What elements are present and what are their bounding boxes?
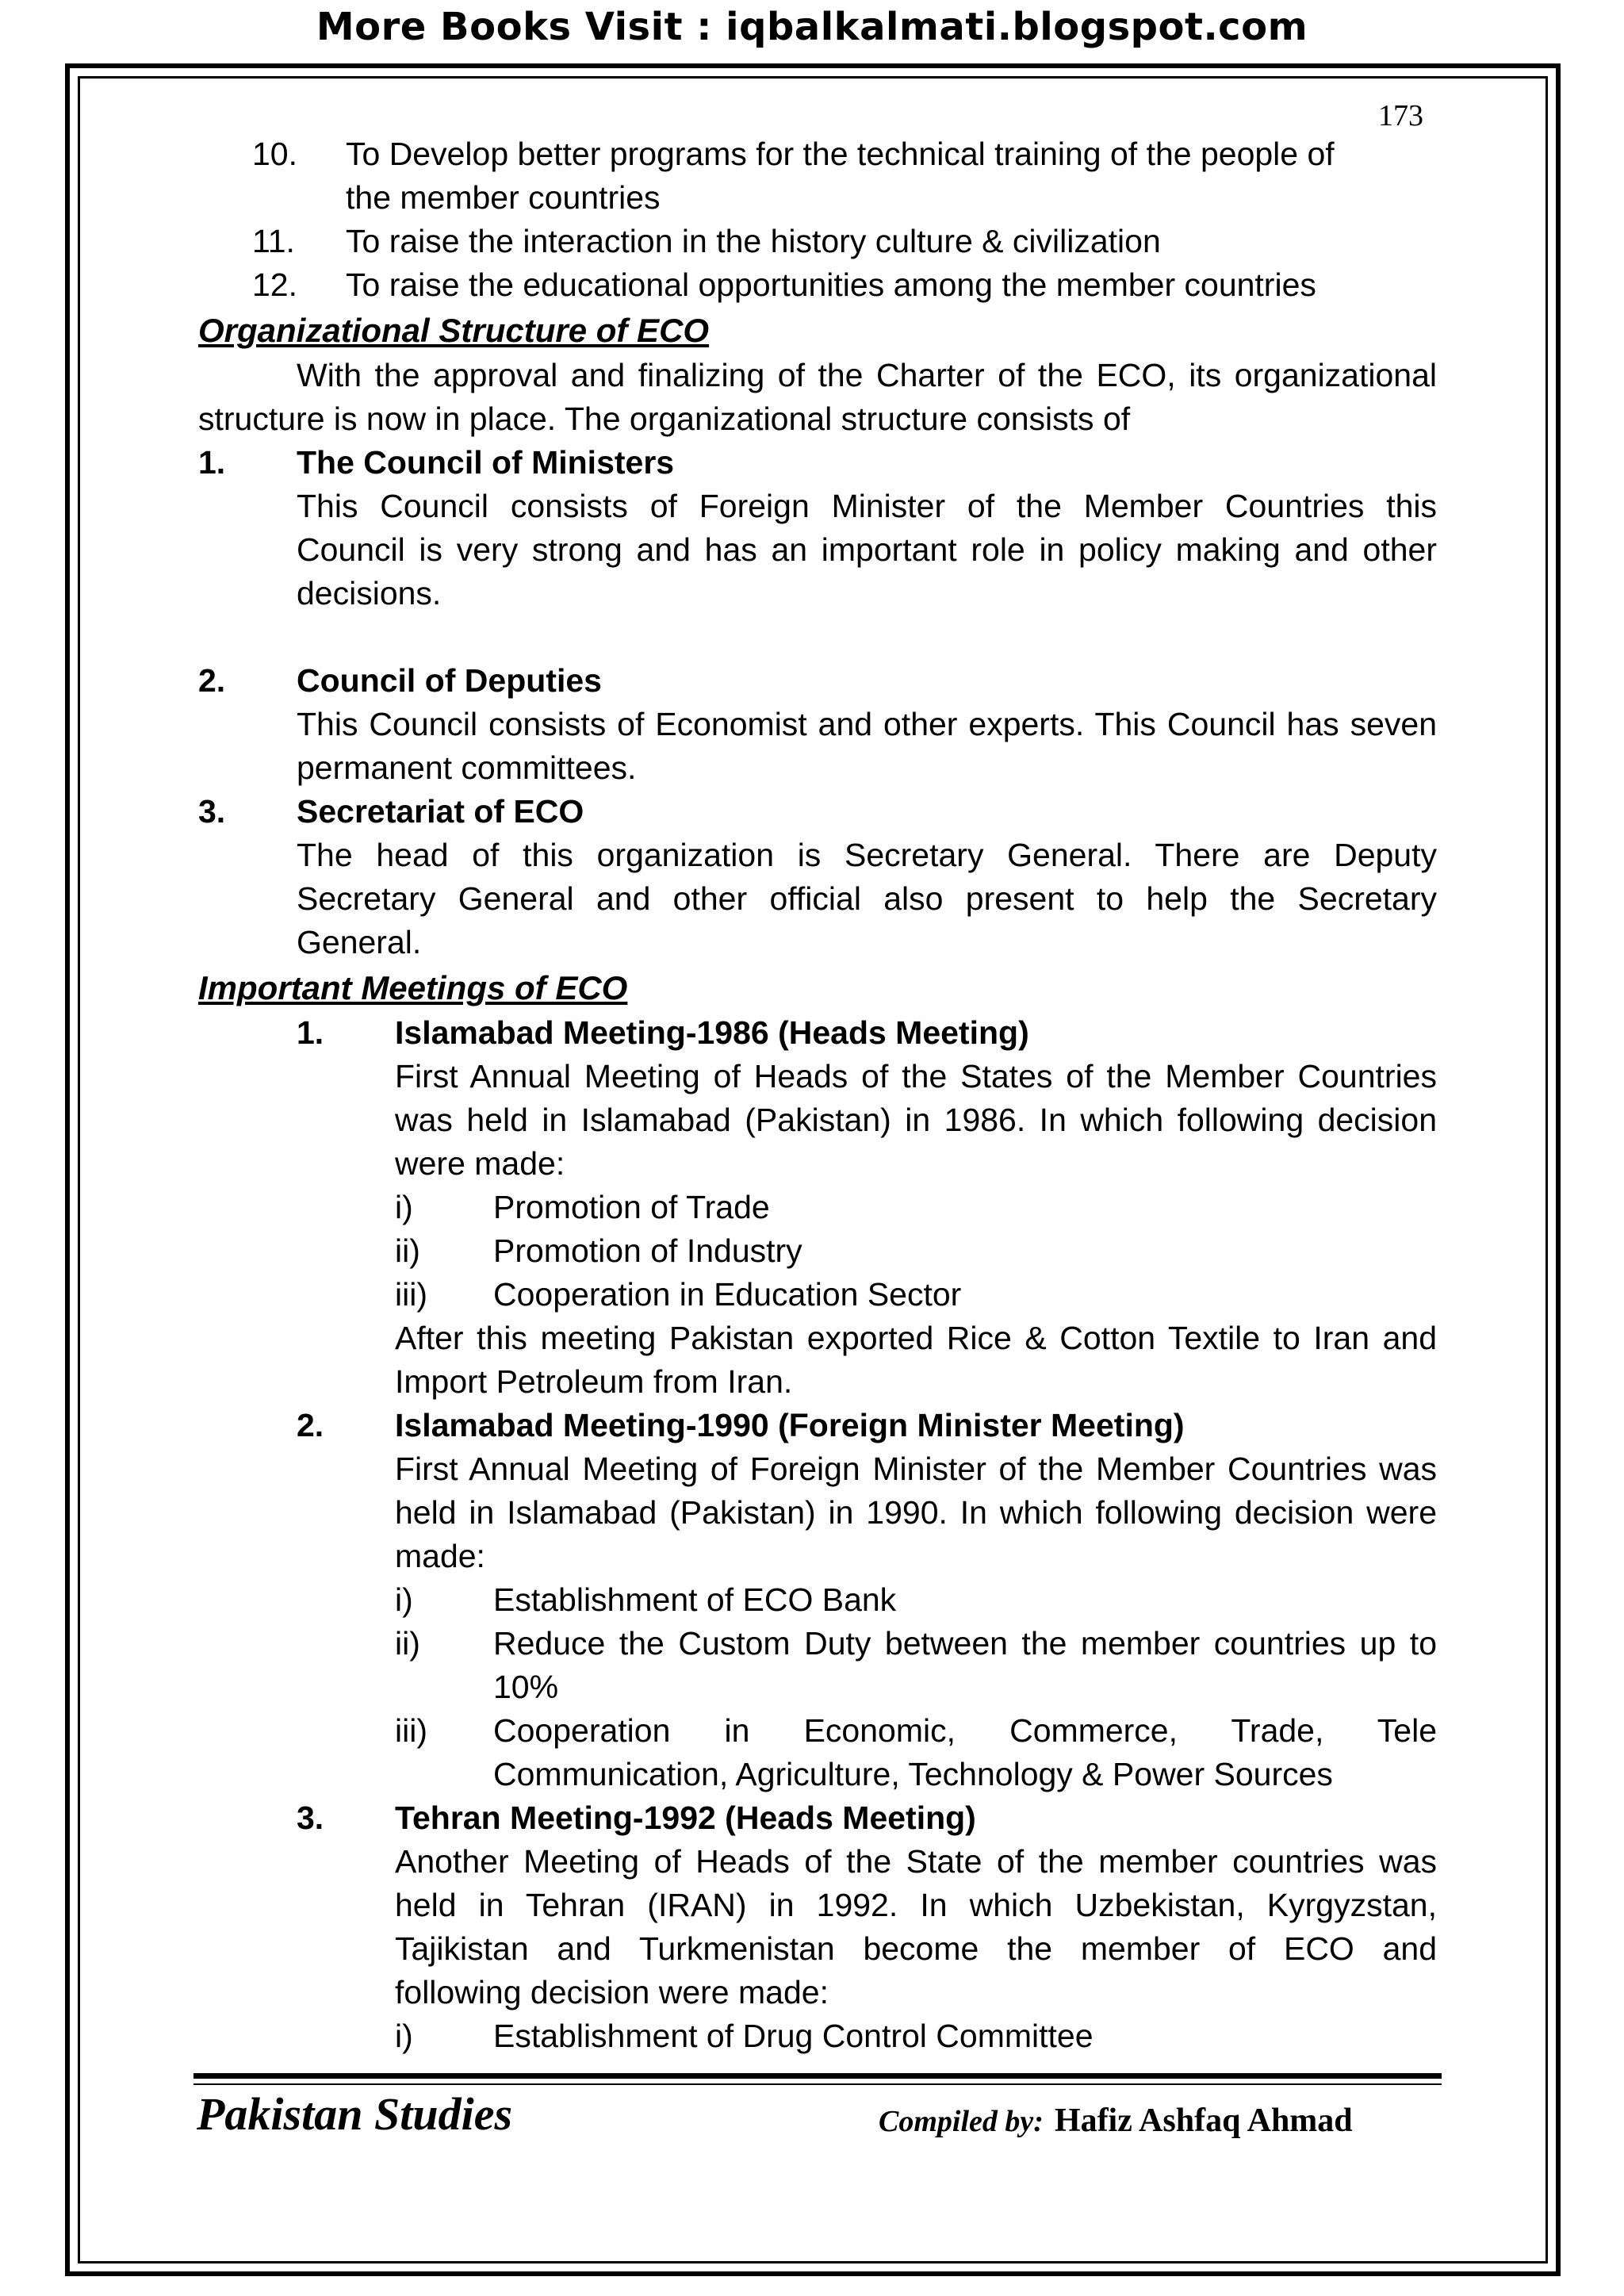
- decision-text: Establishment of Drug Control Committee: [493, 2018, 1094, 2054]
- paragraph-line: With the approval and finalizing of the Charter of the ECO, its organizational: [297, 357, 1437, 393]
- objective-text: To raise the educational opportunities among the member countries: [346, 266, 1316, 303]
- decision-number: iii): [395, 1276, 427, 1313]
- decision-text: Communication, Agriculture, Technology & Power Sources: [493, 1756, 1333, 1792]
- meeting-number: 2.: [297, 1407, 324, 1443]
- structure-item-title: The Council of Ministers: [297, 444, 675, 481]
- decision-number: i): [395, 2018, 413, 2054]
- decision-text: Promotion of Trade: [493, 1189, 770, 1225]
- meeting-number: 1.: [297, 1014, 324, 1051]
- decision-number: iii): [395, 1712, 427, 1749]
- paragraph-line: After this meeting Pakistan exported Rice & Cotton Textile to Iran and: [395, 1320, 1437, 1356]
- paragraph-line: First Annual Meeting of Foreign Minister of the Member Countries was: [395, 1451, 1437, 1487]
- decision-number: ii): [395, 1232, 420, 1269]
- paragraph-line: Tajikistan and Turkmenistan become the member of ECO and: [395, 1930, 1437, 1967]
- paragraph-line: This Council consists of Foreign Minister of the Member Countries this: [297, 488, 1437, 524]
- paragraph-line: The head of this organization is Secretary General. There are Deputy: [297, 837, 1437, 873]
- decision-number: ii): [395, 1625, 420, 1662]
- footer-author: Hafiz Ashfaq Ahmad: [1054, 2102, 1353, 2139]
- objective-number: 12.: [252, 266, 297, 303]
- decision-text: Promotion of Industry: [493, 1232, 802, 1269]
- objective-text: the member countries: [346, 179, 661, 216]
- page-number: 173: [1378, 99, 1423, 132]
- section-heading-org-structure: Organizational Structure of ECO: [198, 312, 710, 349]
- footer-rule: [193, 2073, 1442, 2079]
- decision-text: 10%: [493, 1669, 559, 1705]
- decision-text: Cooperation in Economic, Commerce, Trade, Tele: [493, 1712, 1437, 1749]
- website-banner: More Books Visit : iqbalkalmati.blogspot.com: [316, 5, 1308, 49]
- structure-item-title: Secretariat of ECO: [297, 793, 584, 830]
- objective-text: To raise the interaction in the history culture & civilization: [346, 223, 1161, 259]
- paragraph-line: First Annual Meeting of Heads of the States of the Member Countries: [395, 1058, 1437, 1094]
- paragraph-line: decisions.: [297, 575, 442, 611]
- paragraph-line: General.: [297, 924, 422, 960]
- meeting-title: Islamabad Meeting-1990 (Foreign Minister Meeting): [395, 1407, 1185, 1443]
- paragraph-line: This Council consists of Economist and other experts. This Council has seven: [297, 706, 1437, 742]
- section-heading-meetings: Important Meetings of ECO: [198, 969, 628, 1006]
- structure-item-number: 2.: [198, 662, 226, 699]
- paragraph-line: following decision were made:: [395, 1974, 829, 2010]
- decision-number: i): [395, 1189, 413, 1225]
- footer-book-title: Pakistan Studies: [197, 2088, 513, 2140]
- meeting-number: 3.: [297, 1800, 324, 1836]
- structure-item-number: 1.: [198, 444, 226, 481]
- paragraph-line: Another Meeting of Heads of the State of the member countries was: [395, 1843, 1437, 1880]
- structure-item-title: Council of Deputies: [297, 662, 602, 699]
- paragraph-line: was held in Islamabad (Pakistan) in 1986. In which following decision: [395, 1102, 1437, 1138]
- meeting-title: Tehran Meeting-1992 (Heads Meeting): [395, 1800, 976, 1836]
- decision-text: Reduce the Custom Duty between the member countries up to: [493, 1625, 1437, 1662]
- decision-number: i): [395, 1581, 413, 1618]
- objective-number: 11.: [252, 223, 295, 259]
- footer-compiled-label: Compiled by:: [879, 2105, 1044, 2138]
- paragraph-line: made:: [395, 1538, 485, 1574]
- objective-text: To Develop better programs for the technical training of the people of: [346, 136, 1335, 172]
- footer-rule-thin: [193, 2083, 1442, 2085]
- paragraph-line: Import Petroleum from Iran.: [395, 1363, 793, 1400]
- decision-text: Cooperation in Education Sector: [493, 1276, 962, 1313]
- meeting-title: Islamabad Meeting-1986 (Heads Meeting): [395, 1014, 1029, 1051]
- paragraph-line: Secretary General and other official also present to help the Secretary: [297, 880, 1437, 917]
- paragraph-line: were made:: [395, 1145, 565, 1182]
- structure-item-number: 3.: [198, 793, 226, 830]
- paragraph-line: structure is now in place. The organizational structure consists of: [198, 401, 1131, 437]
- paragraph-line: held in Islamabad (Pakistan) in 1990. In which following decision were: [395, 1494, 1437, 1531]
- paragraph-line: Council is very strong and has an important role in policy making and other: [297, 531, 1437, 568]
- decision-text: Establishment of ECO Bank: [493, 1581, 897, 1618]
- paragraph-line: held in Tehran (IRAN) in 1992. In which Uzbekistan, Kyrgyzstan,: [395, 1887, 1437, 1923]
- paragraph-line: permanent committees.: [297, 749, 637, 786]
- objective-number: 10.: [252, 136, 297, 172]
- footer-credit: [879, 2102, 1353, 2140]
